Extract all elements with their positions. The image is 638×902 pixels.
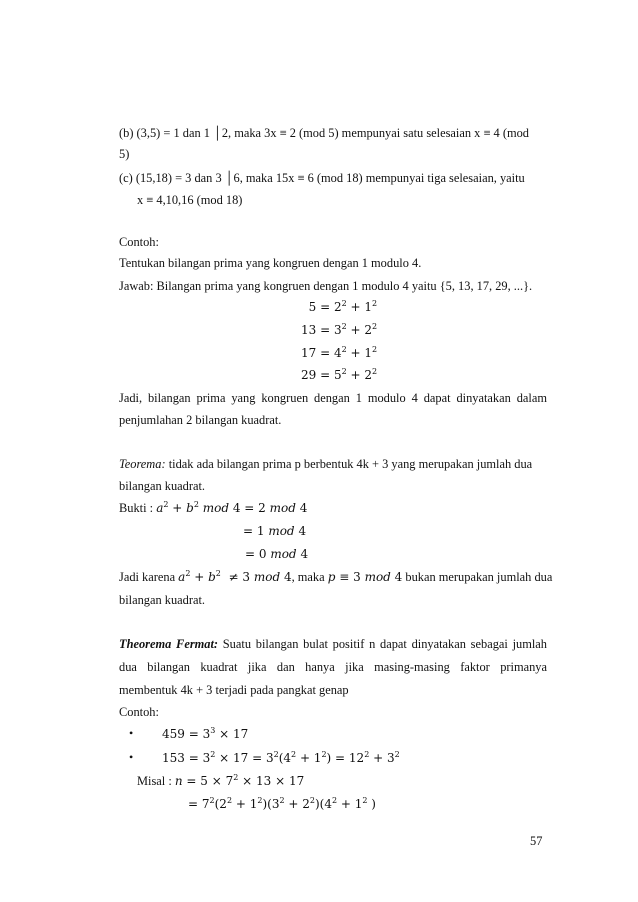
contoh-heading-1: Contoh: (119, 235, 159, 249)
fermat-label: Theorema Fermat: (119, 637, 219, 651)
equation-13: $13 = 3^2 + 2^2$ (301, 322, 378, 337)
bullet-icon: • (129, 726, 134, 740)
text-line-jadi1a: Jadi, bilangan prima yang kongruen dengan 1 modulo 4 dapat dinyatakan dalam (119, 391, 547, 405)
teorema-text: tidak ada bilangan prima p berbentuk 4k + 3 yang merupakan jumlah dua (165, 457, 533, 471)
text-line-b1: (b) (3,5) = 1 dan 1 │2, maka 3x ≡ 2 (mod 5) mempunyai satu selesaian x ≡ 4 (mod (119, 126, 529, 140)
misal-equation-2: = $7^2(2^2 + 1^2)(3^2 + 2^2)(4^2 + 1^2$ ) (188, 796, 376, 811)
misal-line (137, 773, 304, 789)
contoh-heading-2: Contoh: (119, 705, 159, 719)
fermat-text-1: Suatu bilangan bulat positif n dapat dinyatakan sebagai jumlah (218, 637, 547, 651)
fermat-line-1 (119, 636, 547, 652)
teorema-line-2: bilangan kuadrat. (119, 479, 206, 493)
bukti-equation-2: = 1 mod 4 (243, 524, 307, 538)
text-line-c2: x ≡ 4,10,16 (mod 18) (137, 193, 243, 207)
bukti-equation: $a^2 + b^2$ mod 4 = 2 mod 4 (156, 500, 308, 515)
jadi2-math-1: $a^2 + b^2 \ne 3$ mod 4 (178, 569, 292, 584)
bukti-label: Bukti : (119, 501, 157, 515)
teorema-label: Teorema: (119, 457, 166, 471)
bukti-equation-3: = 0 mod 4 (245, 547, 309, 561)
example-153: $153 = 3^2 \times 17 = 3^2(4^2 + 1^2) = 12^2 + 3^2$ (162, 750, 400, 765)
jadi2-part-b: , maka (291, 570, 328, 584)
jadi2-line-2: bilangan kuadrat. (119, 593, 206, 607)
fermat-line-3: membentuk 4k + 3 terjadi pada pangkat genap (119, 683, 349, 697)
text-line-jawab: Jawab: Bilangan prima yang kongruen dengan 1 modulo 4 yaitu {5, 13, 17, 29, ...}. (119, 279, 533, 293)
jadi2-part-c: bukan merupakan jumlah dua (402, 570, 553, 584)
misal-label: Misal : (137, 774, 175, 788)
page-number: 57 (530, 834, 543, 848)
misal-equation: $n = 5 \times 7^2 \times 13 \times 17$ (174, 773, 305, 788)
jadi2-line (119, 569, 552, 585)
equation-17: $17 = 4^2 + 1^2$ (301, 345, 378, 360)
example-459: $459 = 3^3 \times 17$ (162, 726, 249, 741)
equation-29: $29 = 5^2 + 2^2$ (301, 367, 378, 382)
equation-5: $5 = 2^2 + 1^2$ (301, 299, 378, 314)
bullet-icon: • (129, 750, 134, 764)
text-line-c1: (c) (15,18) = 3 dan 3 │6, maka 15x ≡ 6 (mod 18) mempunyai tiga selesaian, yaitu (119, 171, 525, 185)
jadi2-part-a: Jadi karena (119, 570, 179, 584)
text-line-b2: 5) (119, 147, 130, 161)
jadi2-math-2: p ≡ 3 mod 4 (327, 570, 403, 584)
teorema-line (119, 456, 532, 472)
fermat-line-2: dua bilangan kuadrat jika dan hanya jika masing-masing faktor primanya (119, 660, 547, 674)
text-line-tentukan: Tentukan bilangan prima yang kongruen dengan 1 modulo 4. (119, 256, 422, 270)
bukti-line (119, 500, 307, 516)
text-line-jadi1b: penjumlahan 2 bilangan kuadrat. (119, 413, 282, 427)
